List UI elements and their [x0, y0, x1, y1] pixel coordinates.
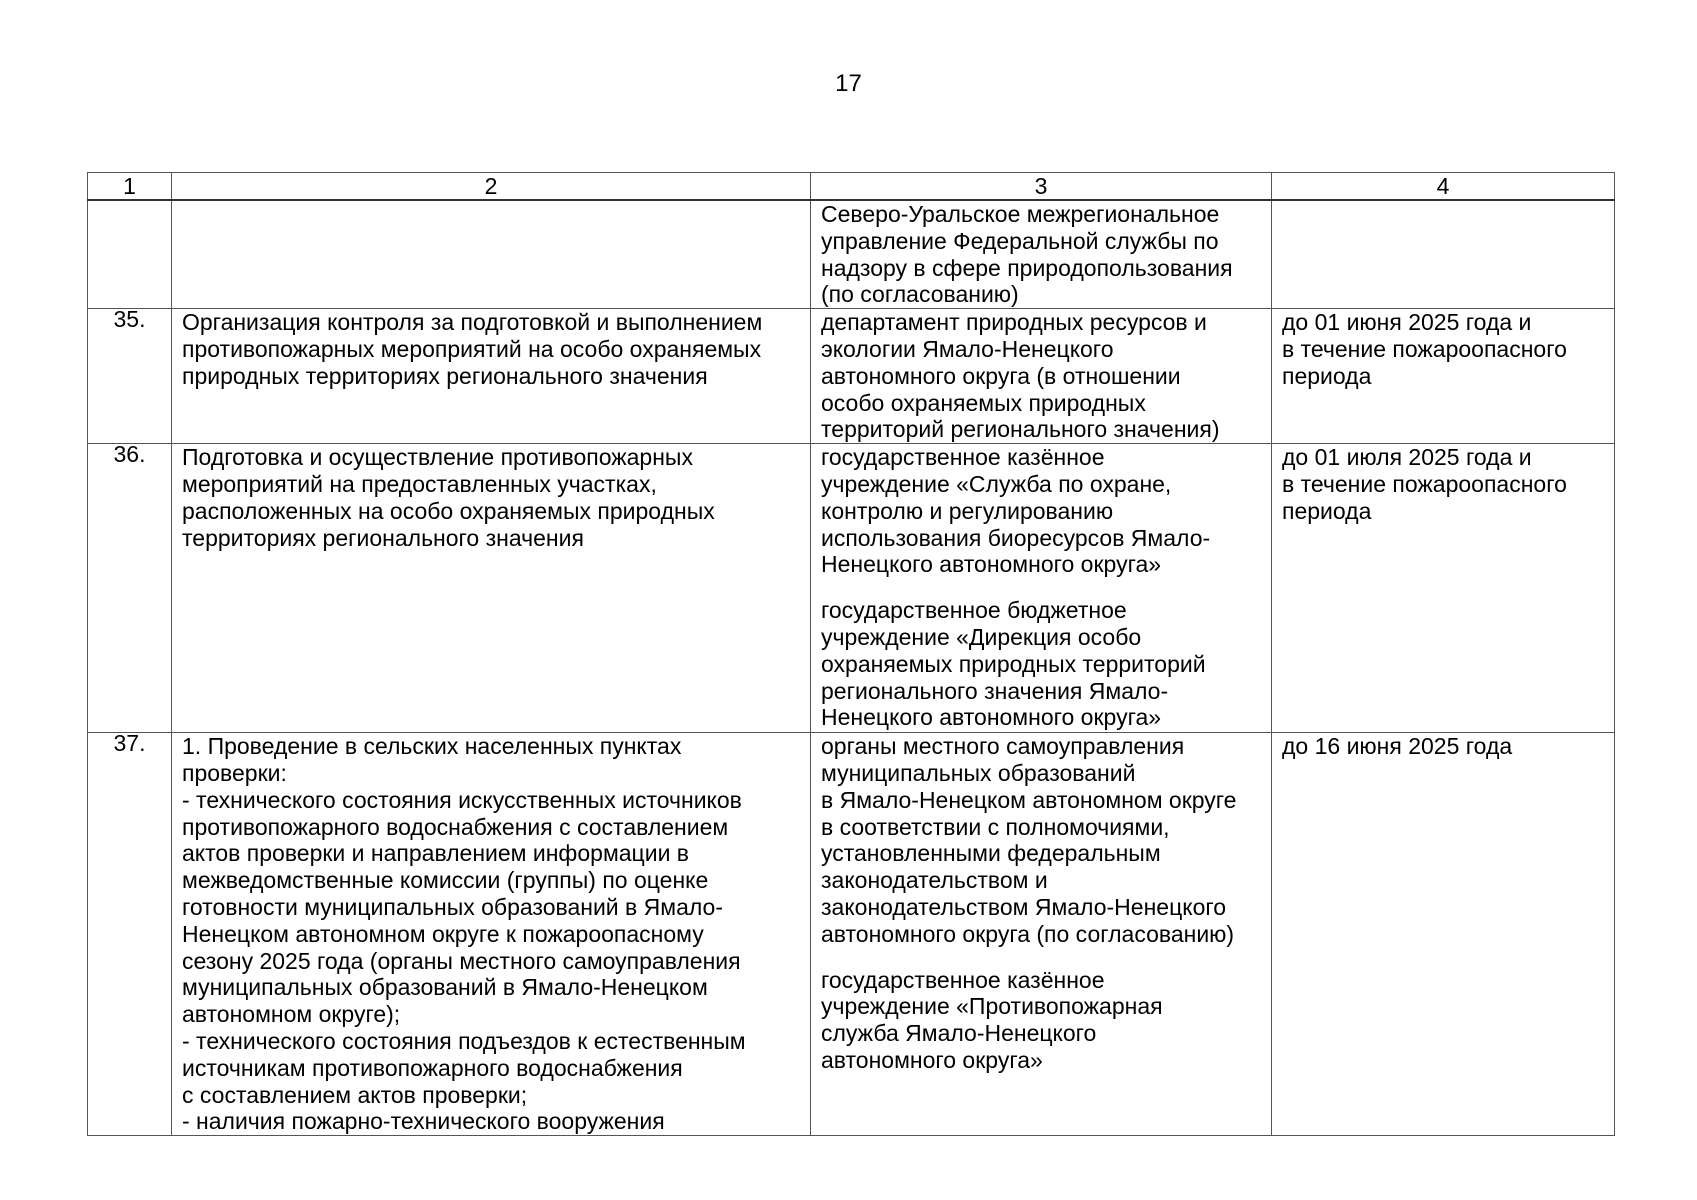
activity-cell: 1. Проведение в сельских населенных пунктах проверки: - технического состояния искусственных источников противопожарного водоснабжения с составлением актов проверки и направлением информации в межведомственные комиссии (группы) по оценке готовности муниципальных образований в Ямало- Ненецком автономном округе к пожароопасному сезону 2025 года (органы местного самоуправления муниципальных образований в Ямало-Ненецком автономном округе); - технического состояния подъездов к естественным источникам противопожарного водоснабжения с составлением актов проверки; - наличия пожарно-технического вооружения — [172, 733, 811, 1136]
responsible-cell — [811, 733, 1272, 1136]
header-row — [88, 173, 1615, 201]
table-header — [88, 173, 1615, 201]
column-header-4: 4 — [1272, 173, 1615, 201]
row-number: 37. — [88, 733, 172, 1136]
measures-table — [87, 172, 1615, 1136]
table-row — [88, 309, 1615, 444]
page-number: 17 — [835, 70, 862, 97]
table-row — [88, 200, 1615, 309]
activity-cell: Подготовка и осуществление противопожарных мероприятий на предоставленных участках, расположенных на особо охраняемых природных территориях регионального значения — [172, 444, 811, 733]
column-header-3: 3 — [811, 173, 1272, 201]
column-header-2: 2 — [172, 173, 811, 201]
responsible-entity: государственное бюджетное учреждение «Дирекция особо охраняемых природных территорий регионального значения Ямало- Ненецкого автономного округа» — [821, 597, 1206, 731]
responsible-entity: департамент природных ресурсов и экологии Ямало-Ненецкого автономного округа (в отношении особо охраняемых природных территорий регионального значения) — [821, 309, 1220, 443]
activity-cell — [172, 200, 811, 309]
deadline-cell: до 01 июля 2025 года и в течение пожароопасного периода — [1272, 444, 1615, 733]
responsible-cell — [811, 444, 1272, 733]
row-number: 36. — [88, 444, 172, 733]
deadline-cell — [1272, 200, 1615, 309]
row-number — [88, 200, 172, 309]
responsible-entity: государственное казённое учреждение «Противопожарная служба Ямало-Ненецкого автономного округа» — [821, 966, 1163, 1073]
responsible-cell — [811, 309, 1272, 444]
responsible-entity: Северо-Уральское межрегиональное управление Федеральной службы по надзору в сфере природопользования (по согласованию) — [821, 201, 1233, 308]
responsible-entity: государственное казённое учреждение «Служба по охране, контролю и регулированию использования биоресурсов Ямало- Ненецкого автономного округа» — [821, 444, 1211, 578]
table-row — [88, 444, 1615, 733]
activity-cell: Организация контроля за подготовкой и выполнением противопожарных мероприятий на особо охраняемых природных территориях регионального значения — [172, 309, 811, 444]
column-header-1: 1 — [88, 173, 172, 201]
responsible-cell — [811, 200, 1272, 309]
deadline-cell: до 16 июня 2025 года — [1272, 733, 1615, 1136]
responsible-entity: органы местного самоуправления муниципальных образований в Ямало-Ненецком автономном округе в соответствии с полномочиями, установленными федеральным законодательством и законодательством Ямало-Ненецкого автономного округа (по согласованию) — [821, 733, 1237, 947]
deadline-cell: до 01 июня 2025 года и в течение пожароопасного периода — [1272, 309, 1615, 444]
row-number: 35. — [88, 309, 172, 444]
table-row — [88, 733, 1615, 1136]
